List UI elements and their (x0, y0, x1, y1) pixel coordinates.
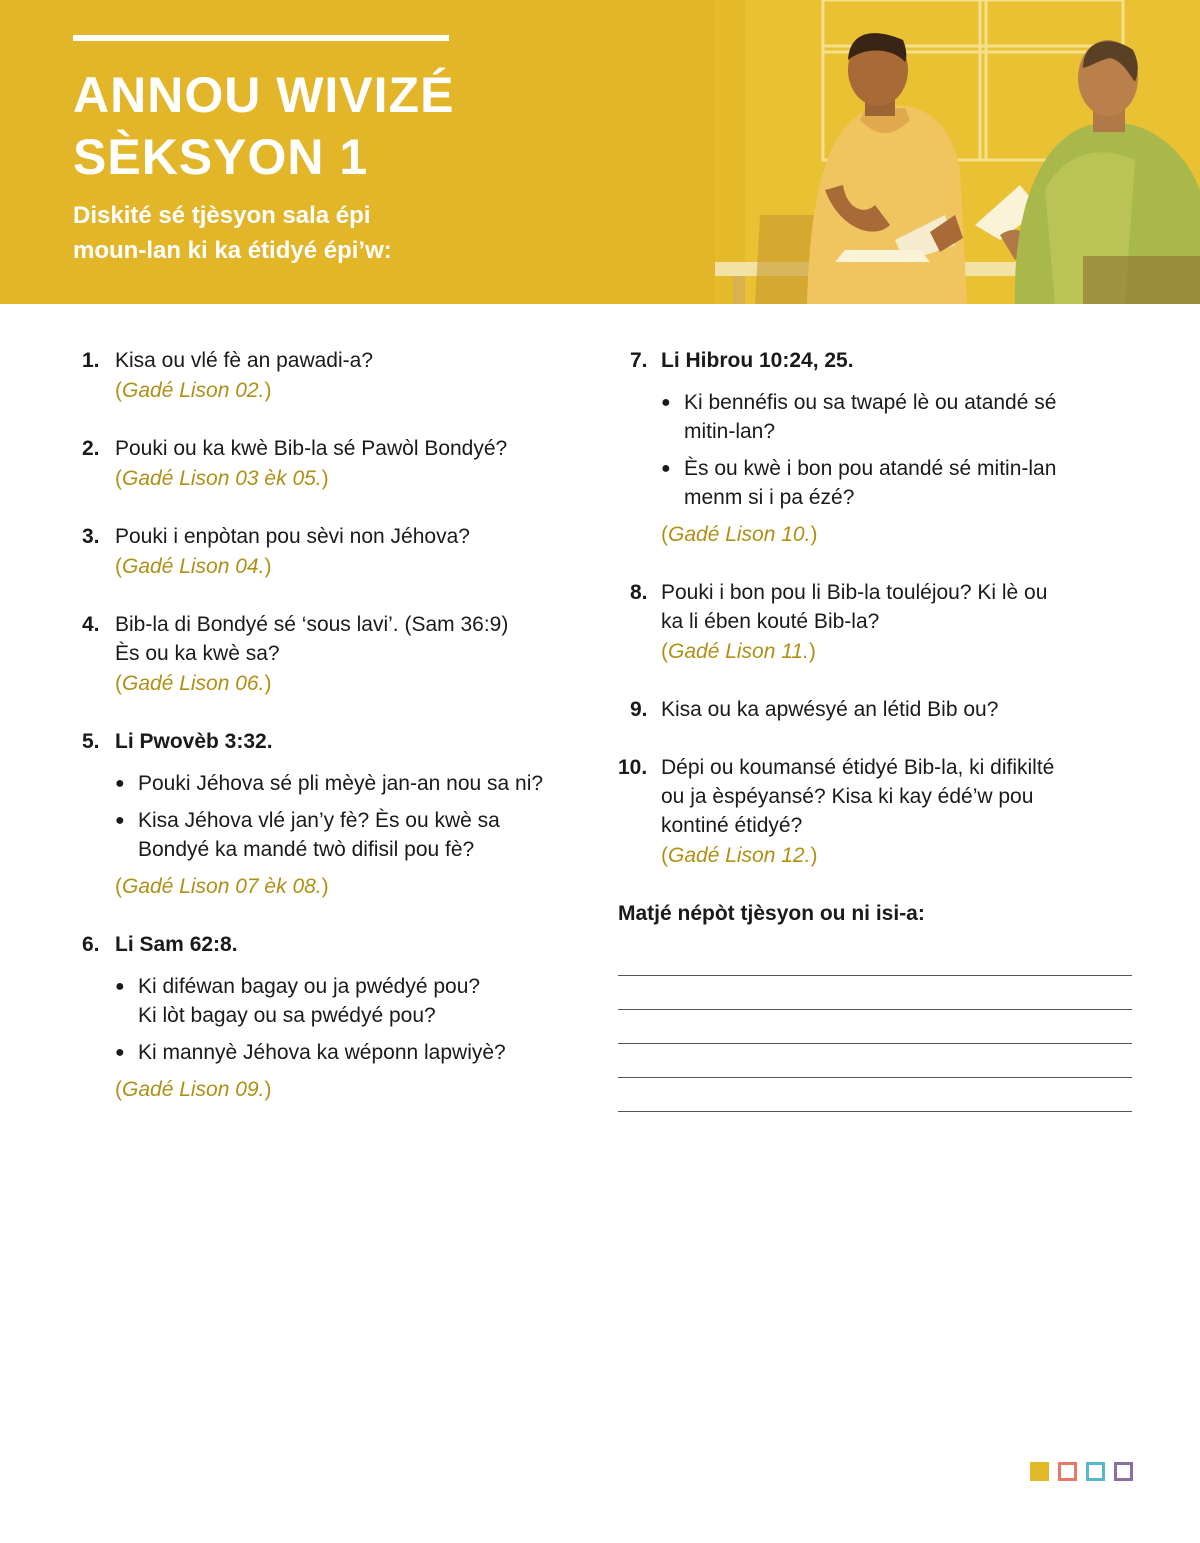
lesson-reference-text: Gadé Lison 12. (668, 844, 811, 867)
question-text-line: ou ja èspéyansé? Kisa ki kay édé’w pou (661, 785, 1034, 808)
question-item (618, 753, 1138, 870)
bullet-text-line: Bondyé ka mandé twò difisil pou fè? (138, 838, 475, 861)
bible-study-illustration (715, 0, 1200, 304)
question-text (115, 346, 592, 375)
question-number: 9. (630, 698, 648, 721)
page-title-line-2: SÈKSYON 1 (73, 129, 369, 185)
questions-column-right (618, 346, 1138, 1112)
question-text-line: Pouki ou ka kwè Bib-la sé Pawòl Bondyé? (115, 437, 508, 460)
question-item (82, 610, 592, 698)
lesson-reference: (Gadé Lison 11.) (661, 640, 816, 663)
bullet-dot-icon: ● (115, 1044, 125, 1061)
lesson-reference: (Gadé Lison 12.) (661, 844, 818, 867)
writing-line (618, 1044, 1132, 1078)
question-text (115, 522, 592, 551)
bullet-list (115, 769, 592, 864)
section-square-outline-icon (1058, 1462, 1077, 1481)
bullet-item (115, 769, 592, 798)
bullet-text-line: Ki bennéfis ou sa twapé lè ou atandé sé (684, 391, 1057, 414)
lesson-reference: (Gadé Lison 02.) (115, 379, 272, 402)
header-banner (0, 0, 1200, 304)
question-text-line: Dépi ou koumansé étidyé Bib-la, ki difikilté (661, 756, 1055, 779)
bullet-text-line: Ki diféwan bagay ou ja pwédyé pou? (138, 975, 481, 998)
lesson-reference-text: Gadé Lison 06. (122, 672, 265, 695)
question-number: 2. (82, 437, 100, 460)
lesson-reference-text: Gadé Lison 09. (122, 1078, 265, 1101)
bullet-text-line: Ki mannyè Jéhova ka wéponn lapwiyè? (138, 1041, 506, 1064)
lesson-reference-text: Gadé Lison 11. (668, 640, 809, 663)
lesson-reference: (Gadé Lison 03 èk 05.) (115, 467, 329, 490)
section-square-outline-icon (1086, 1462, 1105, 1481)
bullet-text-line: Ki lòt bagay ou sa pwédyé pou? (138, 1004, 436, 1027)
question-text (115, 434, 592, 463)
section-square-filled-icon (1030, 1462, 1049, 1481)
writing-line (618, 1010, 1132, 1044)
question-item (82, 930, 592, 1104)
lesson-reference: (Gadé Lison 04.) (115, 555, 272, 578)
question-text-line: Pouki i enpòtan pou sèvi non Jéhova? (115, 525, 470, 548)
bullet-text-line: Kisa Jéhova vlé jan’y fè? Ès ou kwè sa (138, 809, 500, 832)
lesson-reference: (Gadé Lison 06.) (115, 672, 272, 695)
question-text (661, 578, 1138, 636)
lesson-reference-text: Gadé Lison 02. (122, 379, 265, 402)
bullet-dot-icon: ● (661, 394, 671, 411)
bullet-dot-icon: ● (115, 978, 125, 995)
question-text (115, 610, 592, 668)
question-text-line: Kisa ou vlé fè an pawadi-a? (115, 349, 373, 372)
question-number: 4. (82, 613, 100, 636)
page-title (73, 64, 533, 188)
bullet-dot-icon: ● (661, 460, 671, 477)
bullet-item (115, 806, 592, 864)
bullet-text-line: Pouki Jéhova sé pli mèyè jan-an nou sa ni? (138, 772, 544, 795)
section-indicator (1030, 1462, 1134, 1482)
bullet-text-line: mitin-lan? (684, 420, 776, 443)
question-text-line: Kisa ou ka apwésyé an létid Bib ou? (661, 698, 999, 721)
question-text (661, 753, 1138, 840)
question-item (82, 434, 592, 493)
question-item (82, 727, 592, 901)
section-square-outline-icon (1114, 1462, 1133, 1481)
page-subtitle-line-1: Diskité sé tjèsyon sala épi (73, 202, 371, 229)
page-title-line-1: ANNOU WIVIZÉ (73, 67, 455, 123)
lesson-reference-text: Gadé Lison 03 èk 05. (122, 467, 322, 490)
writing-line (618, 942, 1132, 976)
page-subtitle (73, 198, 513, 268)
question-item (82, 346, 592, 405)
question-item (618, 578, 1138, 666)
question-number: 7. (630, 349, 648, 372)
bullet-item (661, 454, 1138, 512)
bullet-text-line: Ès ou kwè i bon pou atandé sé mitin-lan (684, 457, 1057, 480)
question-item (82, 522, 592, 581)
scripture-heading: Li Pwovèb 3:32. (115, 730, 273, 753)
bullet-dot-icon: ● (115, 775, 125, 792)
lesson-reference: (Gadé Lison 10.) (661, 523, 818, 546)
bullet-item (115, 1038, 592, 1067)
writing-line (618, 976, 1132, 1010)
question-text-line: Pouki i bon pou li Bib-la touléjou? Ki lè ou (661, 581, 1048, 604)
question-text-line: Ès ou ka kwè sa? (115, 642, 280, 665)
scripture-heading: Li Hibrou 10:24, 25. (661, 349, 854, 372)
question-item (618, 695, 1138, 724)
bullet-text-line: menm si i pa ézé? (684, 486, 855, 509)
scripture-heading: Li Sam 62:8. (115, 933, 238, 956)
write-questions-heading: Matjé népòt tjèsyon ou ni isi-a: (618, 902, 925, 925)
question-number: 3. (82, 525, 100, 548)
question-text-line: ka li ében kouté Bib-la? (661, 610, 880, 633)
bullet-item (661, 388, 1138, 446)
question-item (618, 346, 1138, 549)
lesson-reference-text: Gadé Lison 07 èk 08. (122, 875, 322, 898)
bullet-list (115, 972, 592, 1067)
bullet-list (661, 388, 1138, 512)
question-number: 10. (618, 756, 648, 779)
lesson-reference-text: Gadé Lison 10. (668, 523, 811, 546)
writing-line (618, 1078, 1132, 1112)
answer-lines (618, 942, 1138, 1112)
question-number: 1. (82, 349, 100, 372)
question-number: 6. (82, 933, 100, 956)
question-text-line: Bib-la di Bondyé sé ‘sous lavi’. (Sam 36:9) (115, 613, 509, 636)
question-text (661, 695, 1138, 724)
questions-column-left (82, 346, 592, 1104)
page-subtitle-line-2: moun-lan ki ka étidyé épi’w: (73, 237, 392, 264)
header-rule (73, 35, 449, 41)
lesson-reference: (Gadé Lison 07 èk 08.) (115, 875, 329, 898)
bullet-item (115, 972, 592, 1030)
lesson-reference-text: Gadé Lison 04. (122, 555, 265, 578)
bullet-dot-icon: ● (115, 812, 125, 829)
question-text-line: kontiné étidyé? (661, 814, 803, 837)
question-number: 8. (630, 581, 648, 604)
lesson-reference: (Gadé Lison 09.) (115, 1078, 272, 1101)
question-number: 5. (82, 730, 100, 753)
